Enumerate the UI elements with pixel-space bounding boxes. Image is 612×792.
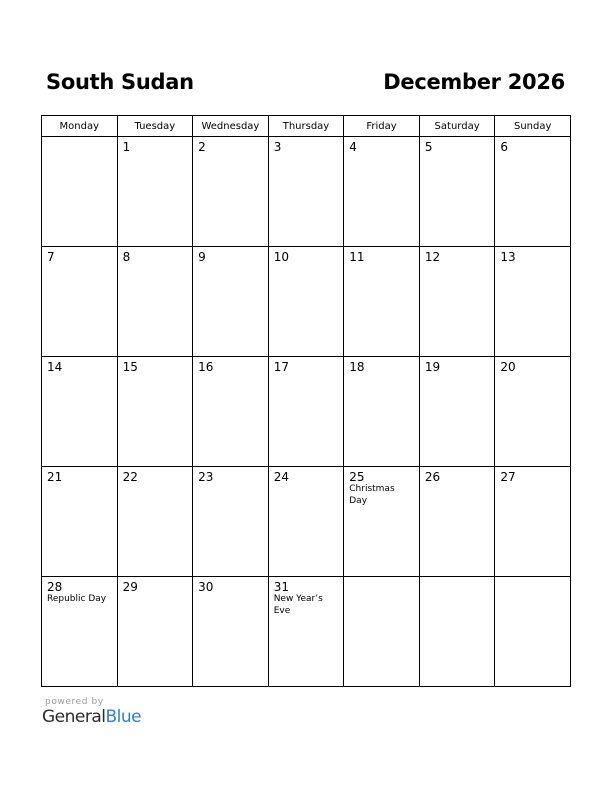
footer-branding xyxy=(42,697,141,727)
day-cell xyxy=(193,247,269,357)
country-title: South Sudan xyxy=(46,70,194,94)
holiday-label: Republic Day xyxy=(47,594,107,604)
day-cell xyxy=(193,357,269,467)
day-number xyxy=(495,577,570,580)
day-number: 23 xyxy=(198,470,214,484)
day-number: 4 xyxy=(349,140,357,154)
day-number: 1 xyxy=(122,140,131,154)
day-cell xyxy=(268,467,344,577)
day-cell xyxy=(419,577,495,687)
weekday-monday: Monday xyxy=(42,116,118,137)
day-cell xyxy=(42,247,118,357)
day-number: 20 xyxy=(500,360,516,374)
day-cell xyxy=(495,577,571,687)
brand-general: General xyxy=(42,707,106,727)
day-cell xyxy=(495,137,571,247)
powered-by-text: powered by xyxy=(45,697,104,707)
day-number: 24 xyxy=(273,470,289,484)
day-cell xyxy=(117,467,193,577)
day-number: 5 xyxy=(424,140,433,154)
day-number: 18 xyxy=(349,360,365,374)
week-row-5 xyxy=(42,577,571,687)
day-cell xyxy=(344,357,420,467)
day-cell xyxy=(42,137,118,247)
day-number: 10 xyxy=(273,250,289,264)
day-number: 19 xyxy=(424,360,441,374)
day-cell xyxy=(117,357,193,467)
day-number: 7 xyxy=(47,250,55,264)
day-cell xyxy=(419,137,495,247)
weekday-saturday: Saturday xyxy=(419,116,495,137)
day-number: 3 xyxy=(273,140,282,154)
day-number: 26 xyxy=(424,470,441,484)
holiday-label: Christmas xyxy=(349,484,395,494)
week-row-3 xyxy=(42,357,571,467)
day-number: 29 xyxy=(122,580,138,594)
day-number: 14 xyxy=(47,360,63,374)
day-cell xyxy=(268,247,344,357)
day-number: 21 xyxy=(47,470,63,484)
day-cell xyxy=(344,577,420,687)
day-cell xyxy=(344,247,420,357)
day-number: 17 xyxy=(273,360,289,374)
day-number xyxy=(420,577,495,580)
day-number: 27 xyxy=(500,470,516,484)
day-cell xyxy=(193,137,269,247)
day-number: 15 xyxy=(122,360,138,374)
weekday-sunday: Sunday xyxy=(495,116,571,137)
day-cell xyxy=(268,137,344,247)
day-cell-holiday xyxy=(268,577,344,687)
day-cell xyxy=(495,247,571,357)
holiday-label: Day xyxy=(349,496,368,506)
day-number: 2 xyxy=(198,140,206,154)
day-number: 25 xyxy=(349,470,365,484)
month-year-title: December 2026 xyxy=(383,70,565,94)
brand-blue: Blue xyxy=(105,707,142,727)
day-cell xyxy=(268,357,344,467)
day-number xyxy=(344,577,419,580)
day-cell xyxy=(419,467,495,577)
day-number: 12 xyxy=(424,250,441,264)
day-number: 8 xyxy=(122,250,131,264)
day-cell xyxy=(344,137,420,247)
day-cell xyxy=(42,467,118,577)
day-cell-holiday xyxy=(344,467,420,577)
calendar-grid xyxy=(41,115,571,687)
weekday-tuesday: Tuesday xyxy=(117,116,193,137)
day-cell xyxy=(117,137,193,247)
day-cell xyxy=(193,577,269,687)
holiday-label: New Year’s xyxy=(273,594,323,604)
day-cell xyxy=(419,247,495,357)
week-row-1 xyxy=(42,137,571,247)
day-number: 31 xyxy=(273,580,289,594)
day-cell xyxy=(42,357,118,467)
day-number xyxy=(42,137,117,140)
day-cell-holiday xyxy=(42,577,118,687)
day-number: 6 xyxy=(500,140,509,154)
day-number: 13 xyxy=(500,250,516,264)
day-number: 30 xyxy=(198,580,214,594)
week-row-2 xyxy=(42,247,571,357)
weekday-thursday: Thursday xyxy=(268,116,344,137)
weekday-friday: Friday xyxy=(344,116,420,137)
generalblue-logo xyxy=(42,707,141,727)
day-number: 9 xyxy=(198,250,206,264)
weekday-header-row xyxy=(42,116,571,137)
week-row-4 xyxy=(42,467,571,577)
day-number: 22 xyxy=(122,470,138,484)
day-cell xyxy=(117,247,193,357)
day-number: 11 xyxy=(349,250,365,264)
day-number: 28 xyxy=(47,580,63,594)
day-cell xyxy=(117,577,193,687)
day-cell xyxy=(495,357,571,467)
day-number: 16 xyxy=(198,360,214,374)
day-cell xyxy=(419,357,495,467)
day-cell xyxy=(193,467,269,577)
holiday-label: Eve xyxy=(273,606,291,616)
weekday-wednesday: Wednesday xyxy=(193,116,269,137)
day-cell xyxy=(495,467,571,577)
